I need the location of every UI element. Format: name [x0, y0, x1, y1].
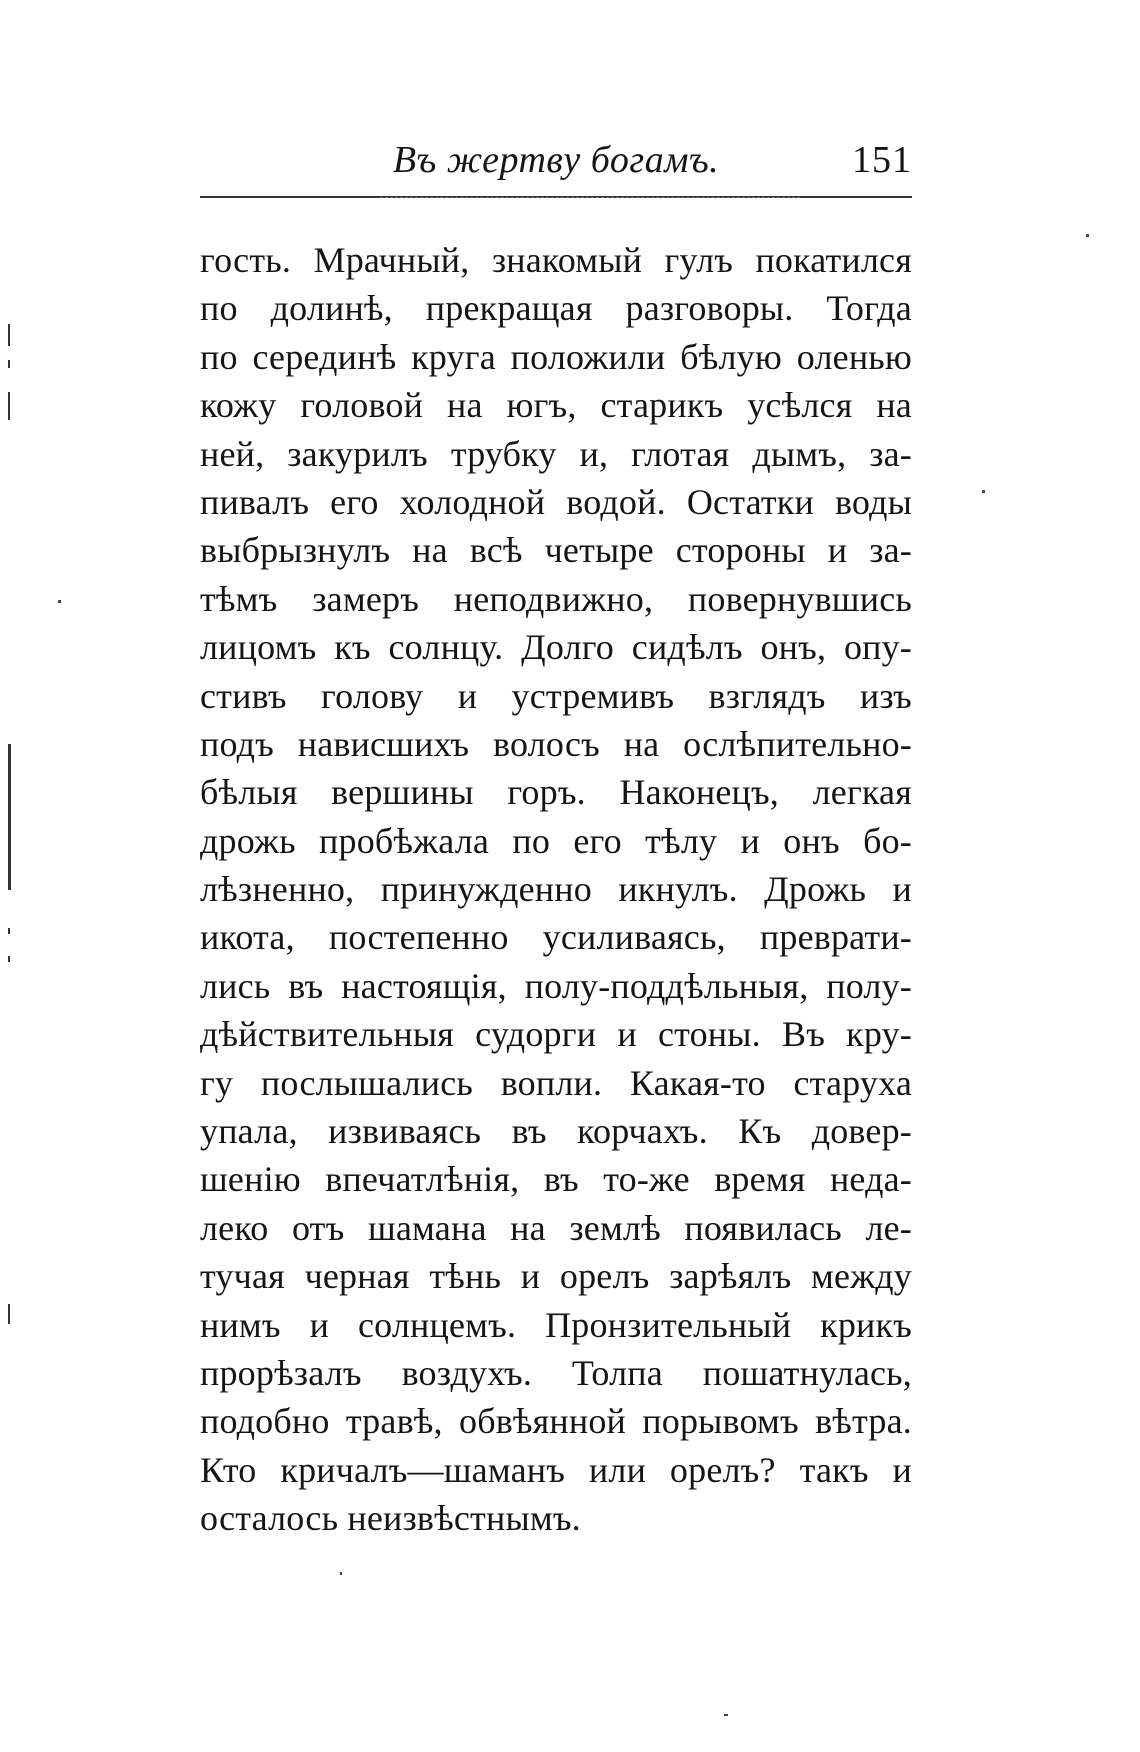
speck — [724, 1714, 728, 1716]
text-line: стивъ голову и устремивъ взглядъ изъ — [200, 675, 912, 716]
text-line: тѣмъ замеръ неподвижно, повернувшись — [200, 578, 912, 619]
text-line: бѣлыя вершины горъ. Наконецъ, легкая — [200, 772, 912, 813]
text-line: дѣйствительныя судорги и стоны. Въ кру- — [200, 1014, 912, 1055]
text-line: лицомъ къ солнцу. Долго сидѣлъ онъ, опу- — [200, 627, 912, 668]
text-line: нимъ и солнцемъ. Пронзительный крикъ — [200, 1304, 912, 1345]
text-line: по долинѣ, прекращая разговоры. Тогда — [200, 288, 912, 329]
text-line: леко отъ шамана на землѣ появилась ле- — [200, 1207, 912, 1248]
text-line: выбрызнулъ на всѣ четыре стороны и за- — [200, 530, 912, 571]
text-line: тучая черная тѣнь и орелъ зарѣялъ между — [200, 1256, 912, 1297]
margin-mark — [8, 360, 10, 368]
text-line-last: осталось неизвѣстнымъ. — [200, 1498, 581, 1539]
text-line: икота, постепенно усиливаясь, преврати- — [200, 917, 912, 958]
speck — [1086, 234, 1089, 237]
margin-mark — [8, 956, 10, 962]
margin-mark — [8, 1304, 10, 1324]
text-line: гость. Мрачный, знакомый гулъ покатился — [200, 240, 912, 280]
speck — [58, 600, 61, 603]
text-line: кожу головой на югъ, старикъ усѣлся на — [200, 385, 912, 426]
text-line: дрожь пробѣжала по его тѣлу и онъ бо- — [200, 820, 912, 861]
body-text — [200, 236, 912, 1543]
text-line: подобно травѣ, обвѣянной порывомъ вѣтра. — [200, 1401, 912, 1442]
running-title: Въ жертву богамъ. — [392, 139, 720, 181]
speck — [340, 1572, 342, 1575]
page-number: 151 — [852, 139, 912, 181]
text-line: Кто кричалъ—шаманъ или орелъ? такъ и — [200, 1449, 912, 1490]
text-line: прорѣзалъ воздухъ. Толпа пошатнулась, — [200, 1352, 912, 1393]
running-head — [200, 138, 912, 198]
text-line: лѣзненно, принужденно икнулъ. Дрожь и — [200, 869, 912, 910]
text-line: гу послышались вопли. Какая-то старуха — [200, 1062, 912, 1103]
margin-mark — [8, 324, 10, 346]
text-line: подъ нависшихъ волосъ на ослѣпительно- — [200, 723, 912, 764]
margin-mark — [8, 392, 10, 420]
text-line: по серединѣ круга положили бѣлую оленью — [200, 336, 912, 377]
text-line: лись въ настоящія, полу-поддѣльныя, полу- — [200, 965, 912, 1006]
header-rule-dash — [380, 197, 800, 198]
margin-mark — [8, 744, 11, 890]
text-line: шенію впечатлѣнія, въ то-же время неда- — [200, 1159, 912, 1200]
speck — [982, 490, 985, 493]
text-line: упала, извиваясь въ корчахъ. Къ довер- — [200, 1111, 912, 1152]
text-line: ней, закурилъ трубку и, глотая дымъ, за- — [200, 433, 912, 474]
text-line: пивалъ его холодной водой. Остатки воды — [200, 481, 912, 522]
margin-mark — [8, 928, 10, 934]
